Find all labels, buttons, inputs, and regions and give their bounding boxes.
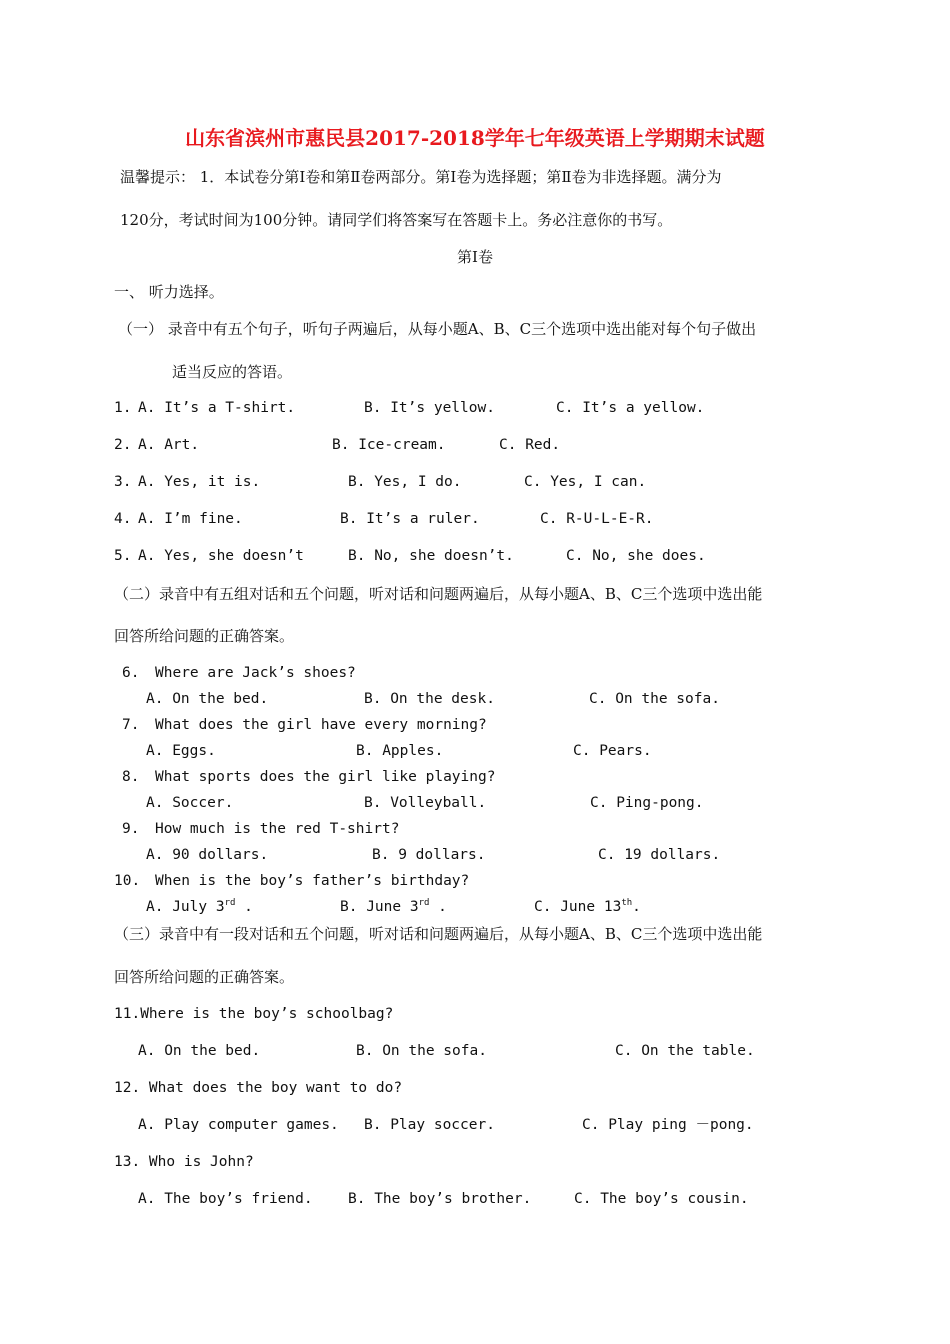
option-c-end: .	[632, 899, 641, 915]
option-a-end: .	[235, 899, 253, 915]
section-1-title: 一、 听力选择。	[114, 283, 224, 301]
question-number: 5.	[114, 548, 132, 564]
option-b: B. Volleyball.	[364, 795, 487, 811]
option-c: C. Red.	[499, 437, 561, 453]
question-number: 10.	[114, 873, 141, 889]
option-b: B. No, she doesn’t.	[348, 548, 514, 564]
option-b-text: B. June 3	[340, 899, 419, 915]
question-text: 12. What does the boy want to do?	[114, 1080, 403, 1096]
question-number: 2.	[114, 437, 132, 453]
part-3-instruction-line-2: 回答所给问题的正确答案。	[114, 968, 295, 986]
option-b	[340, 897, 447, 917]
option-b: B. It’s yellow.	[364, 400, 495, 416]
question-text: How much is the red T-shirt?	[155, 821, 400, 837]
ordinal-suffix: rd	[418, 898, 430, 909]
part-1-instruction-line-1: （一） 录音中有五个句子，听句子两遍后，从每小题A、B、C三个选项中选出能对每个句子做出	[118, 320, 757, 338]
question-text: Where are Jack’s shoes?	[155, 665, 356, 681]
option-c: C. On the table.	[615, 1043, 755, 1059]
option-c: C. The boy’s cousin.	[574, 1191, 749, 1207]
question-text: What does the girl have every morning?	[155, 717, 487, 733]
option-b: B. Ice-cream.	[332, 437, 446, 453]
question-text: When is the boy’s father’s birthday?	[155, 873, 470, 889]
option-a: A. On the bed.	[138, 1043, 261, 1059]
question-number: 4.	[114, 511, 132, 527]
option-c: C. It’s a yellow.	[556, 400, 705, 416]
option-c: C. Ping-pong.	[590, 795, 704, 811]
question-text: 11.Where is the boy’s schoolbag?	[114, 1006, 394, 1022]
option-a-text: A. July 3	[146, 899, 225, 915]
question-number: 9.	[122, 821, 140, 837]
option-a	[146, 897, 253, 917]
option-c: C. No, she does.	[566, 548, 706, 564]
option-c: C. R-U-L-E-R.	[540, 511, 654, 527]
part-2-instruction-line-1: （二）录音中有五组对话和五个问题，听对话和问题两遍后，从每小题A、B、C三个选项中选出能	[114, 585, 763, 603]
option-b: B. The boy’s brother.	[348, 1191, 532, 1207]
option-c: C. On the sofa.	[589, 691, 720, 707]
question-number: 7.	[122, 717, 140, 733]
page-title: 山东省滨州市惠民县2017-2018学年七年级英语上学期期末试题	[185, 126, 765, 150]
option-c: C. Yes, I can.	[524, 474, 647, 490]
option-a: A. On the bed.	[146, 691, 269, 707]
option-b: B. On the desk.	[364, 691, 495, 707]
question-number: 3.	[114, 474, 132, 490]
option-b-end: .	[429, 899, 447, 915]
option-c	[534, 897, 641, 917]
part-3-instruction-line-1: （三）录音中有一段对话和五个问题，听对话和问题两遍后，从每小题A、B、C三个选项中选出能	[114, 925, 763, 943]
option-a: A. Yes, she doesn’t	[138, 548, 304, 564]
option-b: B. 9 dollars.	[372, 847, 486, 863]
option-b: B. Apples.	[356, 743, 444, 759]
option-a: A. Art.	[138, 437, 200, 453]
option-a: A. Soccer.	[146, 795, 234, 811]
part-1-instruction-line-2: 适当反应的答语。	[172, 363, 293, 381]
question-number: 8.	[122, 769, 140, 785]
option-b: B. Play soccer.	[364, 1117, 495, 1133]
question-text: 13. Who is John?	[114, 1154, 254, 1170]
option-b: B. On the sofa.	[356, 1043, 487, 1059]
part-2-instruction-line-2: 回答所给问题的正确答案。	[114, 627, 295, 645]
question-text: What sports does the girl like playing?	[155, 769, 496, 785]
option-c-text: C. June 13	[534, 899, 622, 915]
option-c: C. Play ping －pong.	[582, 1117, 754, 1133]
option-a: A. 90 dollars.	[146, 847, 269, 863]
option-a: A. The boy’s friend.	[138, 1191, 313, 1207]
option-a: A. Eggs.	[146, 743, 216, 759]
option-c: C. 19 dollars.	[598, 847, 721, 863]
option-a: A. Yes, it is.	[138, 474, 261, 490]
option-a: A. It’s a T-shirt.	[138, 400, 296, 416]
ordinal-suffix: rd	[224, 898, 236, 909]
option-a: A. I’m fine.	[138, 511, 243, 527]
volume-title: 第Ⅰ卷	[457, 248, 493, 266]
option-b: B. It’s a ruler.	[340, 511, 480, 527]
question-number: 6.	[122, 665, 140, 681]
tips-line-2: 120分，考试时间为100分钟。请同学们将答案写在答题卡上。务必注意你的书写。	[120, 211, 673, 229]
question-number: 1.	[114, 400, 132, 416]
option-b: B. Yes, I do.	[348, 474, 462, 490]
option-a: A. Play computer games.	[138, 1117, 339, 1133]
option-c: C. Pears.	[573, 743, 652, 759]
ordinal-suffix: th	[621, 898, 633, 909]
tips-line-1: 温馨提示： 1．本试卷分第Ⅰ卷和第Ⅱ卷两部分。第Ⅰ卷为选择题；第Ⅱ卷为非选择题。满分为	[120, 168, 722, 186]
